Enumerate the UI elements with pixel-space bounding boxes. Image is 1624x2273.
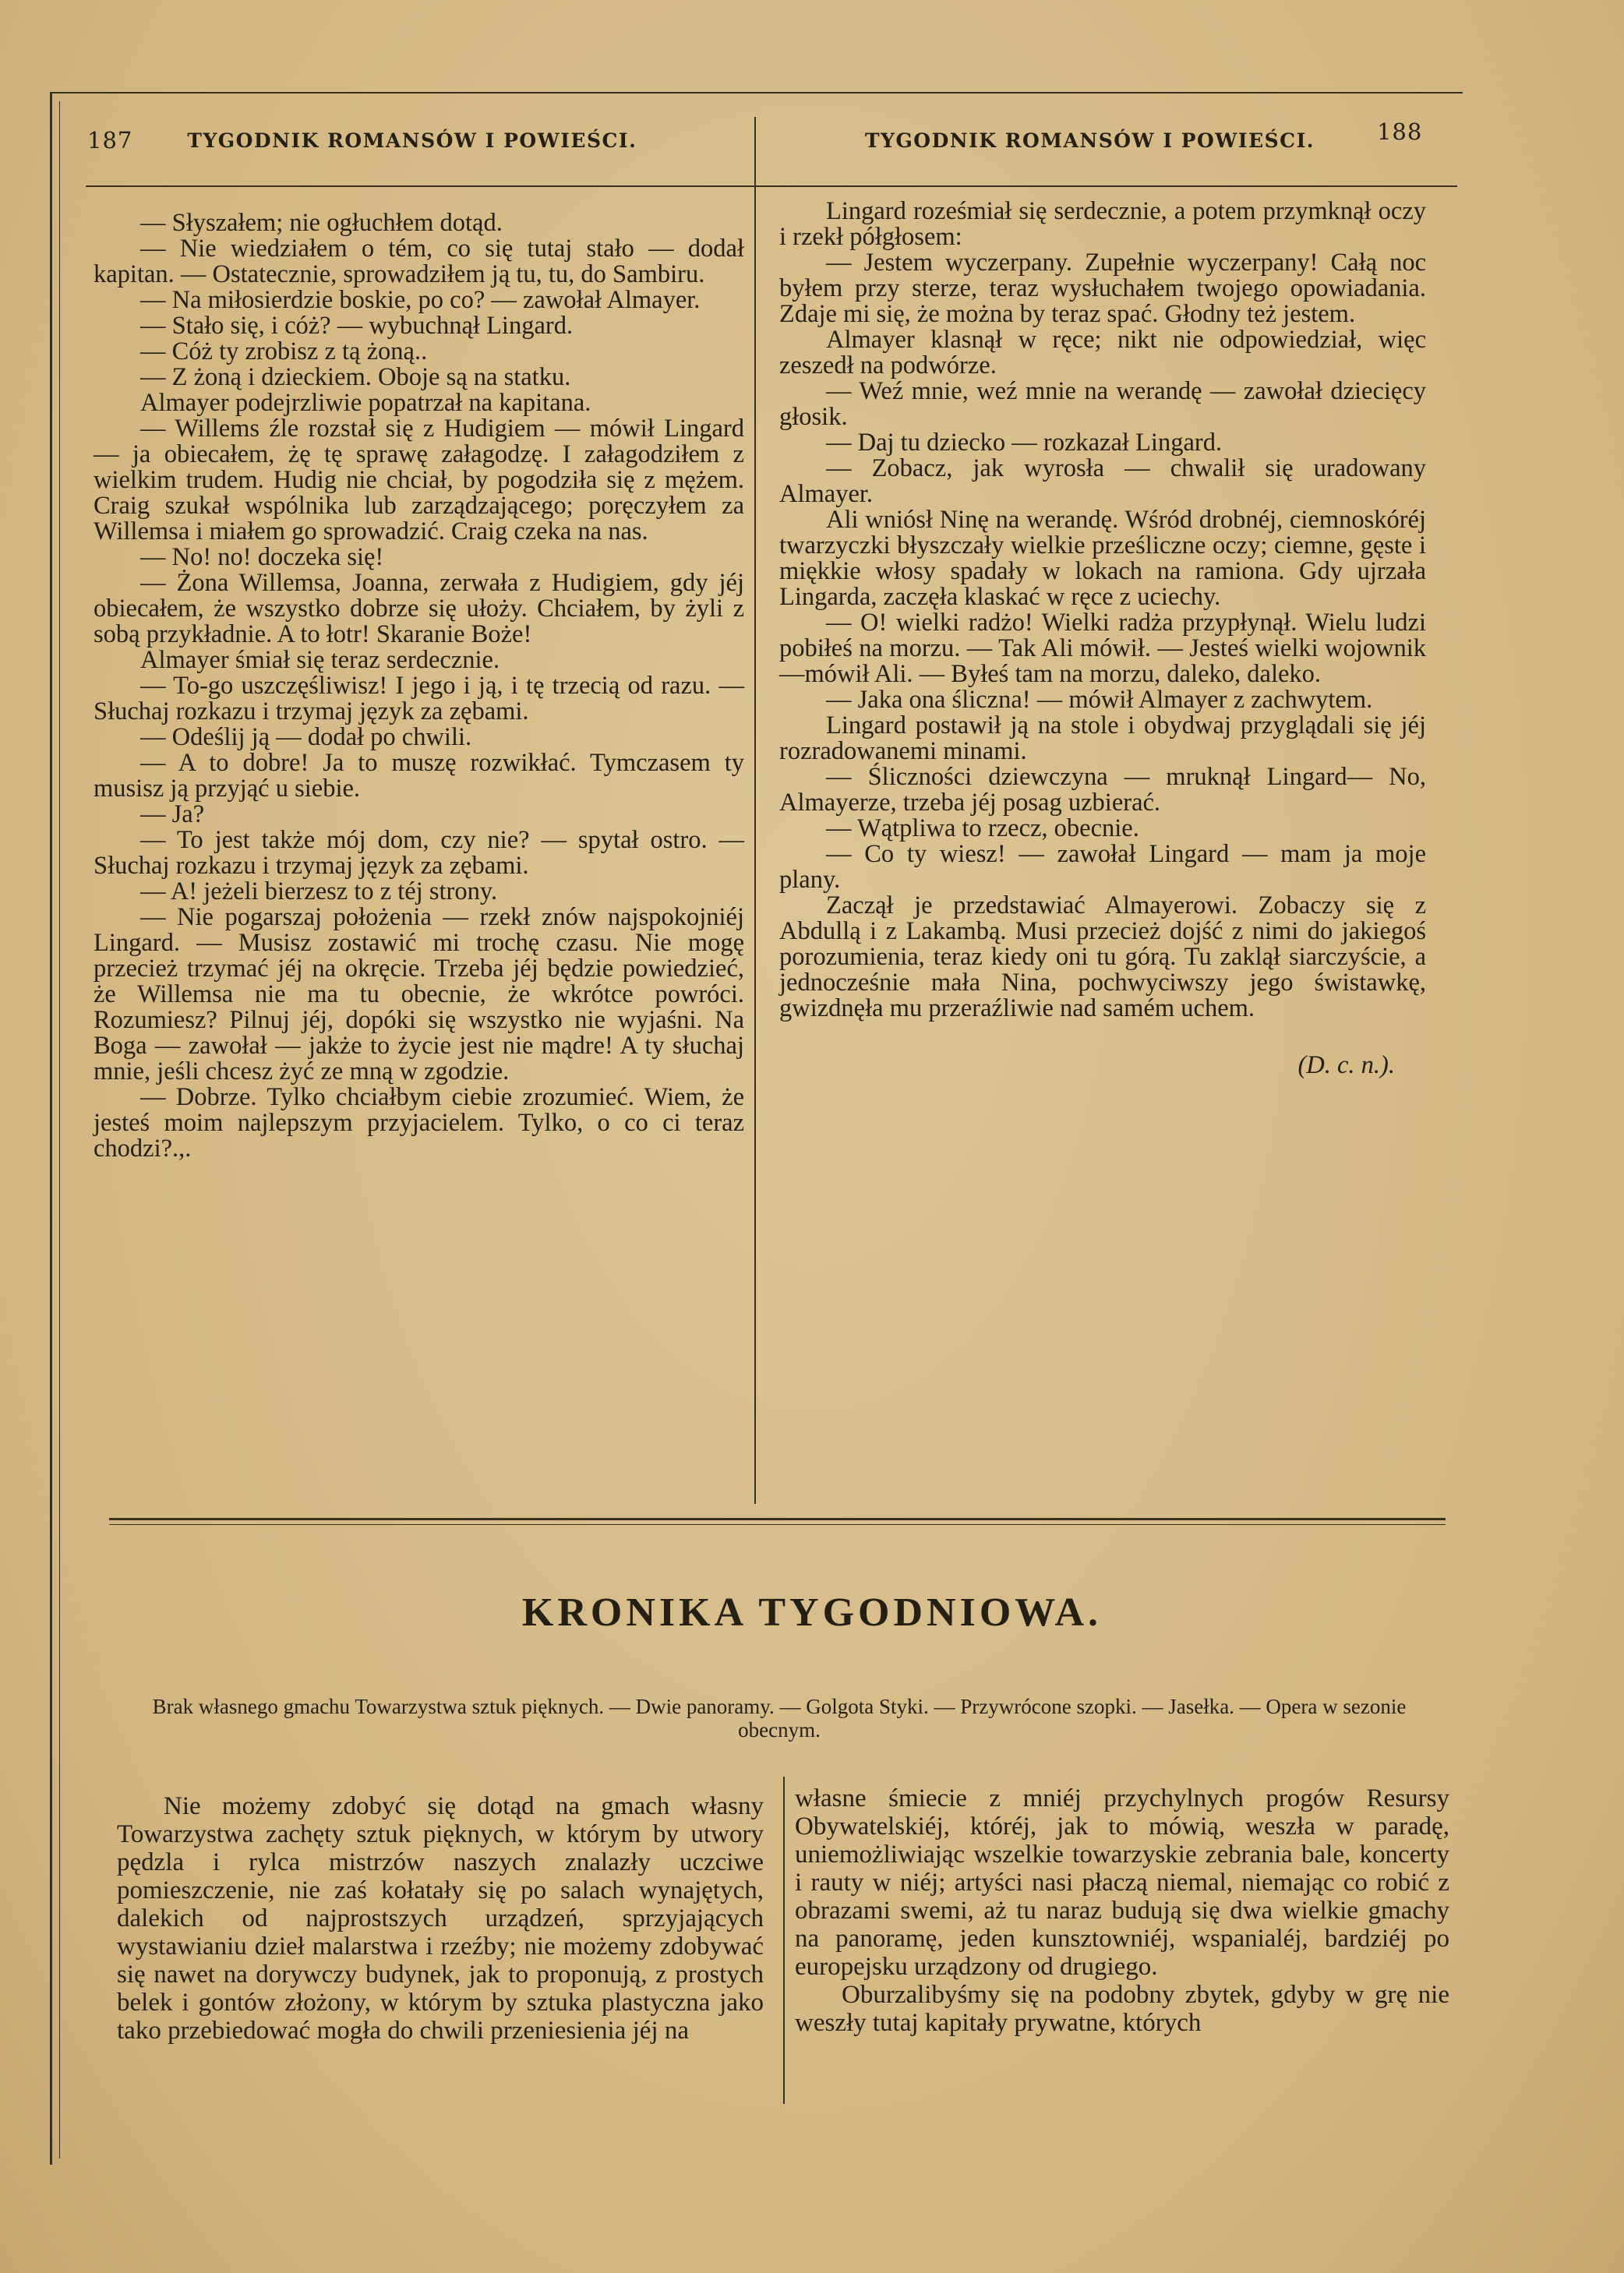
paragraph: — Jestem wyczerpany. Zupełnie wyczerpany! Całą noc byłem przy sterze, teraz wysłuchałem twojego opowiadania. Zdaje mi się, że można by teraz spać. Głodny też jestem.: [779, 249, 1426, 328]
paragraph: Almayer klasnął w ręce; nikt nie odpowiedział, więc zeszedł na podwórze.: [779, 326, 1426, 379]
paragraph: Lingard postawił ją na stole i obydwaj przyglądali się jéj rozradowanemi minami.: [779, 711, 1426, 765]
right-page-header: [865, 117, 1457, 164]
paragraph: — Słyszałem; nie ogłuchłem dotąd.: [140, 209, 503, 237]
kronika-subtitle: Brak własnego gmachu Towarzystwa sztuk pięknych. — Dwie panoramy. — Golgota Styki. — Przywrócone szopki. — Jasełka. — Opera w sezonie obecnym.: [152, 1695, 1407, 1742]
paragraph: Almayer podejrzliwie popatrzał na kapitana.: [140, 389, 591, 417]
paragraph: — Jaka ona śliczna! — mówił Almayer z zachwytem.: [826, 686, 1373, 714]
paragraph: — Stało się, i cóż? — wybuchnął Lingard.: [140, 312, 574, 340]
paragraph: — Dobrze. Tylko chciałbym ciebie zrozumieć. Wiem, że jesteś moim najlepszym przyjacielem. Tylko, o co ci teraz chodzi?.,.: [94, 1083, 744, 1163]
paragraph: — Cóż ty zrobisz z tą żoną..: [140, 337, 428, 365]
paragraph: Ali wniósł Ninę na werandę. Wśród drobnéj, ciemnoskóréj twarzyczki błyszczały wielkie prześliczne oczy; ciemne, gęste i miękkie włosy spadały w lokach na ramiona. Gdy ujrzała Lingarda, zaczęła klaskać w ręce z uciechy.: [779, 506, 1426, 611]
paragraph: — Weź mnie, weź mnie na werandę — zawołał dziecięcy głosik.: [779, 377, 1426, 431]
paragraph: — Nie pogarszaj położenia — rzekł znów najspokojniéj Lingard. — Musisz zostawić mi trochę czasu. Nie mogę przecież trzymać jéj na okręcie. Trzeba jéj będzie powiedzieć, że Willemsa nie ma tu obecnie, że wkrótce powróci. Rozumiesz? Pilnuj jéj, dopóki się wszystko nie wyjaśni. Na Boga — zawołał — jakże to życie jest nie mądre! A ty słuchaj mnie, jeśli chcesz żyć ze mną w zgodzie.: [94, 903, 744, 1085]
paragraph: — No! no! doczeka się!: [140, 543, 384, 571]
paragraph: Oburzalibyśmy się na podobny zbytek, gdyby w grę nie weszły tutaj kapitały prywatne, których: [795, 1981, 1449, 2037]
paragraph: Almayer śmiał się teraz serdecznie.: [140, 646, 500, 674]
paragraph: — Wątpliwa to rzecz, obecnie.: [826, 814, 1139, 842]
left-page-title: TYGODNIK ROMANSÓW I POWIEŚCI.: [187, 129, 637, 152]
to-be-continued: [779, 1053, 1426, 1078]
column-divider: [754, 117, 756, 1504]
section-rule-thin: [109, 1524, 1446, 1525]
paragraph: — A to dobre! Ja to muszę rozwikłać. Tymczasem ty musisz ją przyjąć u siebie.: [94, 749, 744, 803]
paragraph: — Z żoną i dzieckiem. Oboje są na statku.: [140, 363, 571, 391]
kronika-column-divider: [783, 1777, 785, 2104]
left-page-header: [87, 117, 742, 164]
paragraph: — Zobacz, jak wyrosła — chwalił się uradowany Almayer.: [779, 454, 1426, 508]
paragraph: — A! jeżeli bierzesz to z téj strony.: [140, 877, 498, 905]
signature-text: (D. c. n.).: [1297, 1051, 1395, 1079]
kronika-left-column: [117, 1792, 764, 2045]
left-column: [94, 210, 744, 1162]
kronika-title: KRONIKA TYGODNIOWA.: [521, 1590, 1103, 1635]
paragraph: — Ja?: [140, 800, 205, 828]
paragraph: Lingard roześmiał się serdecznie, a potem przymknął oczy i rzekł półgłosem:: [779, 197, 1426, 251]
paragraph: — Odeślij ją — dodał po chwili.: [140, 723, 472, 751]
paragraph: — Żona Willemsa, Joanna, zerwała z Hudigiem, gdy jéj obiecałem, że wszystko dobrze się ułoży. Chciałem, by żyli z sobą przykładnie. A to łotr! Skaranie Boże!: [94, 569, 744, 648]
paragraph: Nie możemy zdobyć się dotąd na gmach własny Towarzystwa zachęty sztuk pięknych, w którym by utwory pędzla i rylca mistrzów naszych znalazły uczciwe pomieszczenie, nie zaś kołatały się po salach wynajętych, dalekich od najprostszych urządzeń, sprzyjających wystawianiu dzieł malarstwa i rzeźby; nie możemy zdobywać się nawet na dorywczy budynek, jak to proponują, z prostych belek i gontów złożony, w którym by sztuka plastyczna jako tako przebiedować mogła do chwili przeniesienia jéj na: [117, 1792, 764, 2045]
paragraph: — O! wielki radżo! Wielki radża przypłynął. Wielu ludzi pobiłeś na morzu. — Tak Ali mówił. — Jesteś wielki wojownik —mówił Ali. — Byłeś tam na morzu, daleko, daleko.: [779, 609, 1426, 688]
right-page-number: 188: [1376, 118, 1423, 145]
paragraph: — Na miłosierdzie boskie, po co? — zawołał Almayer.: [140, 286, 701, 314]
kronika-right-column: [795, 1784, 1449, 2037]
paragraph: Zaczął je przedstawiać Almayerowi. Zobaczy się z Abdullą i z Lakambą. Musi przecież dojść z nimi do jakiegoś porozumienia, teraz kiedy oni tu górą. Tu zaklął siarczyście, a jednocześnie mała Nina, pochwyciwszy jego świstawkę, gwizdnęła mu przeraźliwie nad samém uchem.: [779, 891, 1426, 1022]
paragraph: — Śliczności dziewczyna — mruknął Lingard— No, Almayerze, trzeba jéj posag uzbierać.: [779, 763, 1426, 817]
paragraph: własne śmiecie z mniéj przychylnych progów Resursy Obywatelskiéj, któréj, jak to mówią, weszła w paradę, uniemożliwiając wszelkie towarzyskie zebrania bale, koncerty i rauty w niéj; artyści nasi płaczą niemal, niemając co robić z obrazami swemi, aż tu naraz budują się dwa wielkie gmachy na panoramę, jeden kunsztowniéj, wspanialéj, bardziéj po europejsku urządzony od drugiego.: [795, 1784, 1449, 1981]
right-page-title: TYGODNIK ROMANSÓW I POWIEŚCI.: [865, 129, 1315, 152]
paragraph: — Willems źle rozstał się z Hudigiem — mówił Lingard — ja obiecałem, żę tę sprawę załagodzę. I załagodziłem z wielkim trudem. Hudig nie chciał, by pogodziła się z mężem. Craig szukał wspólnika lub zarządzającego; poręczyłem za Willemsa i miałem go sprowadzić. Craig czeka na nas.: [94, 415, 744, 545]
paragraph: — Daj tu dziecko — rozkazał Lingard.: [826, 429, 1223, 457]
paragraph: — Co ty wiesz! — zawołał Lingard — mam ja moje plany.: [779, 840, 1426, 894]
right-column: [779, 199, 1426, 1078]
left-page-number: 187: [87, 127, 133, 154]
paragraph: — Nie wiedziałem o tém, co się tutaj stało — dodał kapitan. — Ostatecznie, sprowadziłem ją tu, tu, do Sambiru.: [94, 235, 744, 288]
paragraph: — To-go uszczęśliwisz! I jego i ją, i tę trzecią od razu. — Słuchaj rozkazu i trzymaj język za zębami.: [94, 672, 744, 725]
section-rule: [109, 1518, 1446, 1520]
header-rule: [86, 185, 1457, 187]
paragraph: — To jest także mój dom, czy nie? — spytał ostro. — Słuchaj rozkazu i trzymaj język za zębami.: [94, 826, 744, 880]
